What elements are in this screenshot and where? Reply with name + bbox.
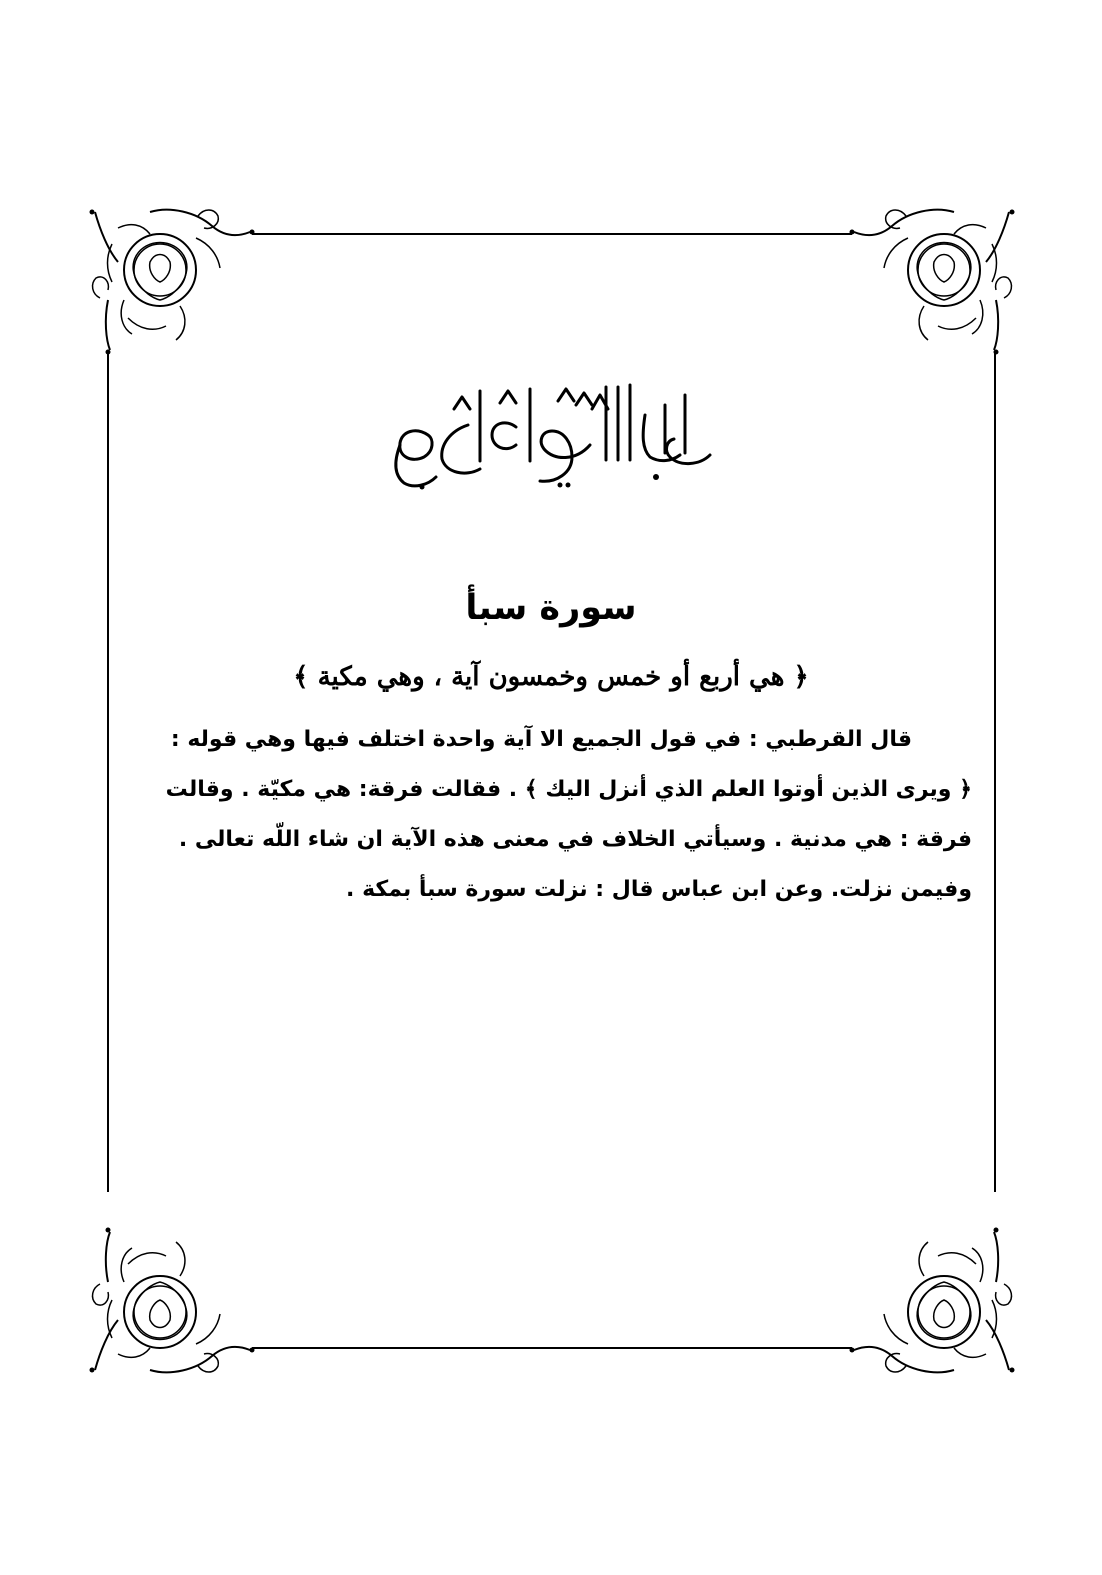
body-line: وفيمن نزلت. وعن ابن عباس قال : نزلت سورة سبأ بمكة . (346, 877, 972, 902)
verse-info: ﴿ هي أربع أو خمس وخمسون آية ، وهي مكية ﴾ (293, 662, 809, 692)
body-line: ﴿ ويرى الذين أوتوا العلم الذي أنزل اليك ﴾ . فقالت فرقة: هي مكيّة . وقالت (165, 777, 972, 802)
surah-title: سورة سبأ (465, 588, 637, 628)
basmala-calligraphy (380, 365, 725, 495)
corner-ornament-top-left (90, 210, 255, 355)
corner-ornament-bottom-left (90, 1228, 255, 1373)
corner-ornament-bottom-right (850, 1228, 1015, 1373)
body-line: فرقة : هي مدنية . وسيأتي الخلاف في معنى هذه الآية ان شاء اللّه تعالى . (178, 827, 972, 852)
body-line: قال القرطبي : في قول الجميع الا آية واحدة اختلف فيها وهي قوله : (170, 727, 912, 752)
corner-ornament-top-right (850, 210, 1015, 355)
body-text (122, 715, 972, 915)
